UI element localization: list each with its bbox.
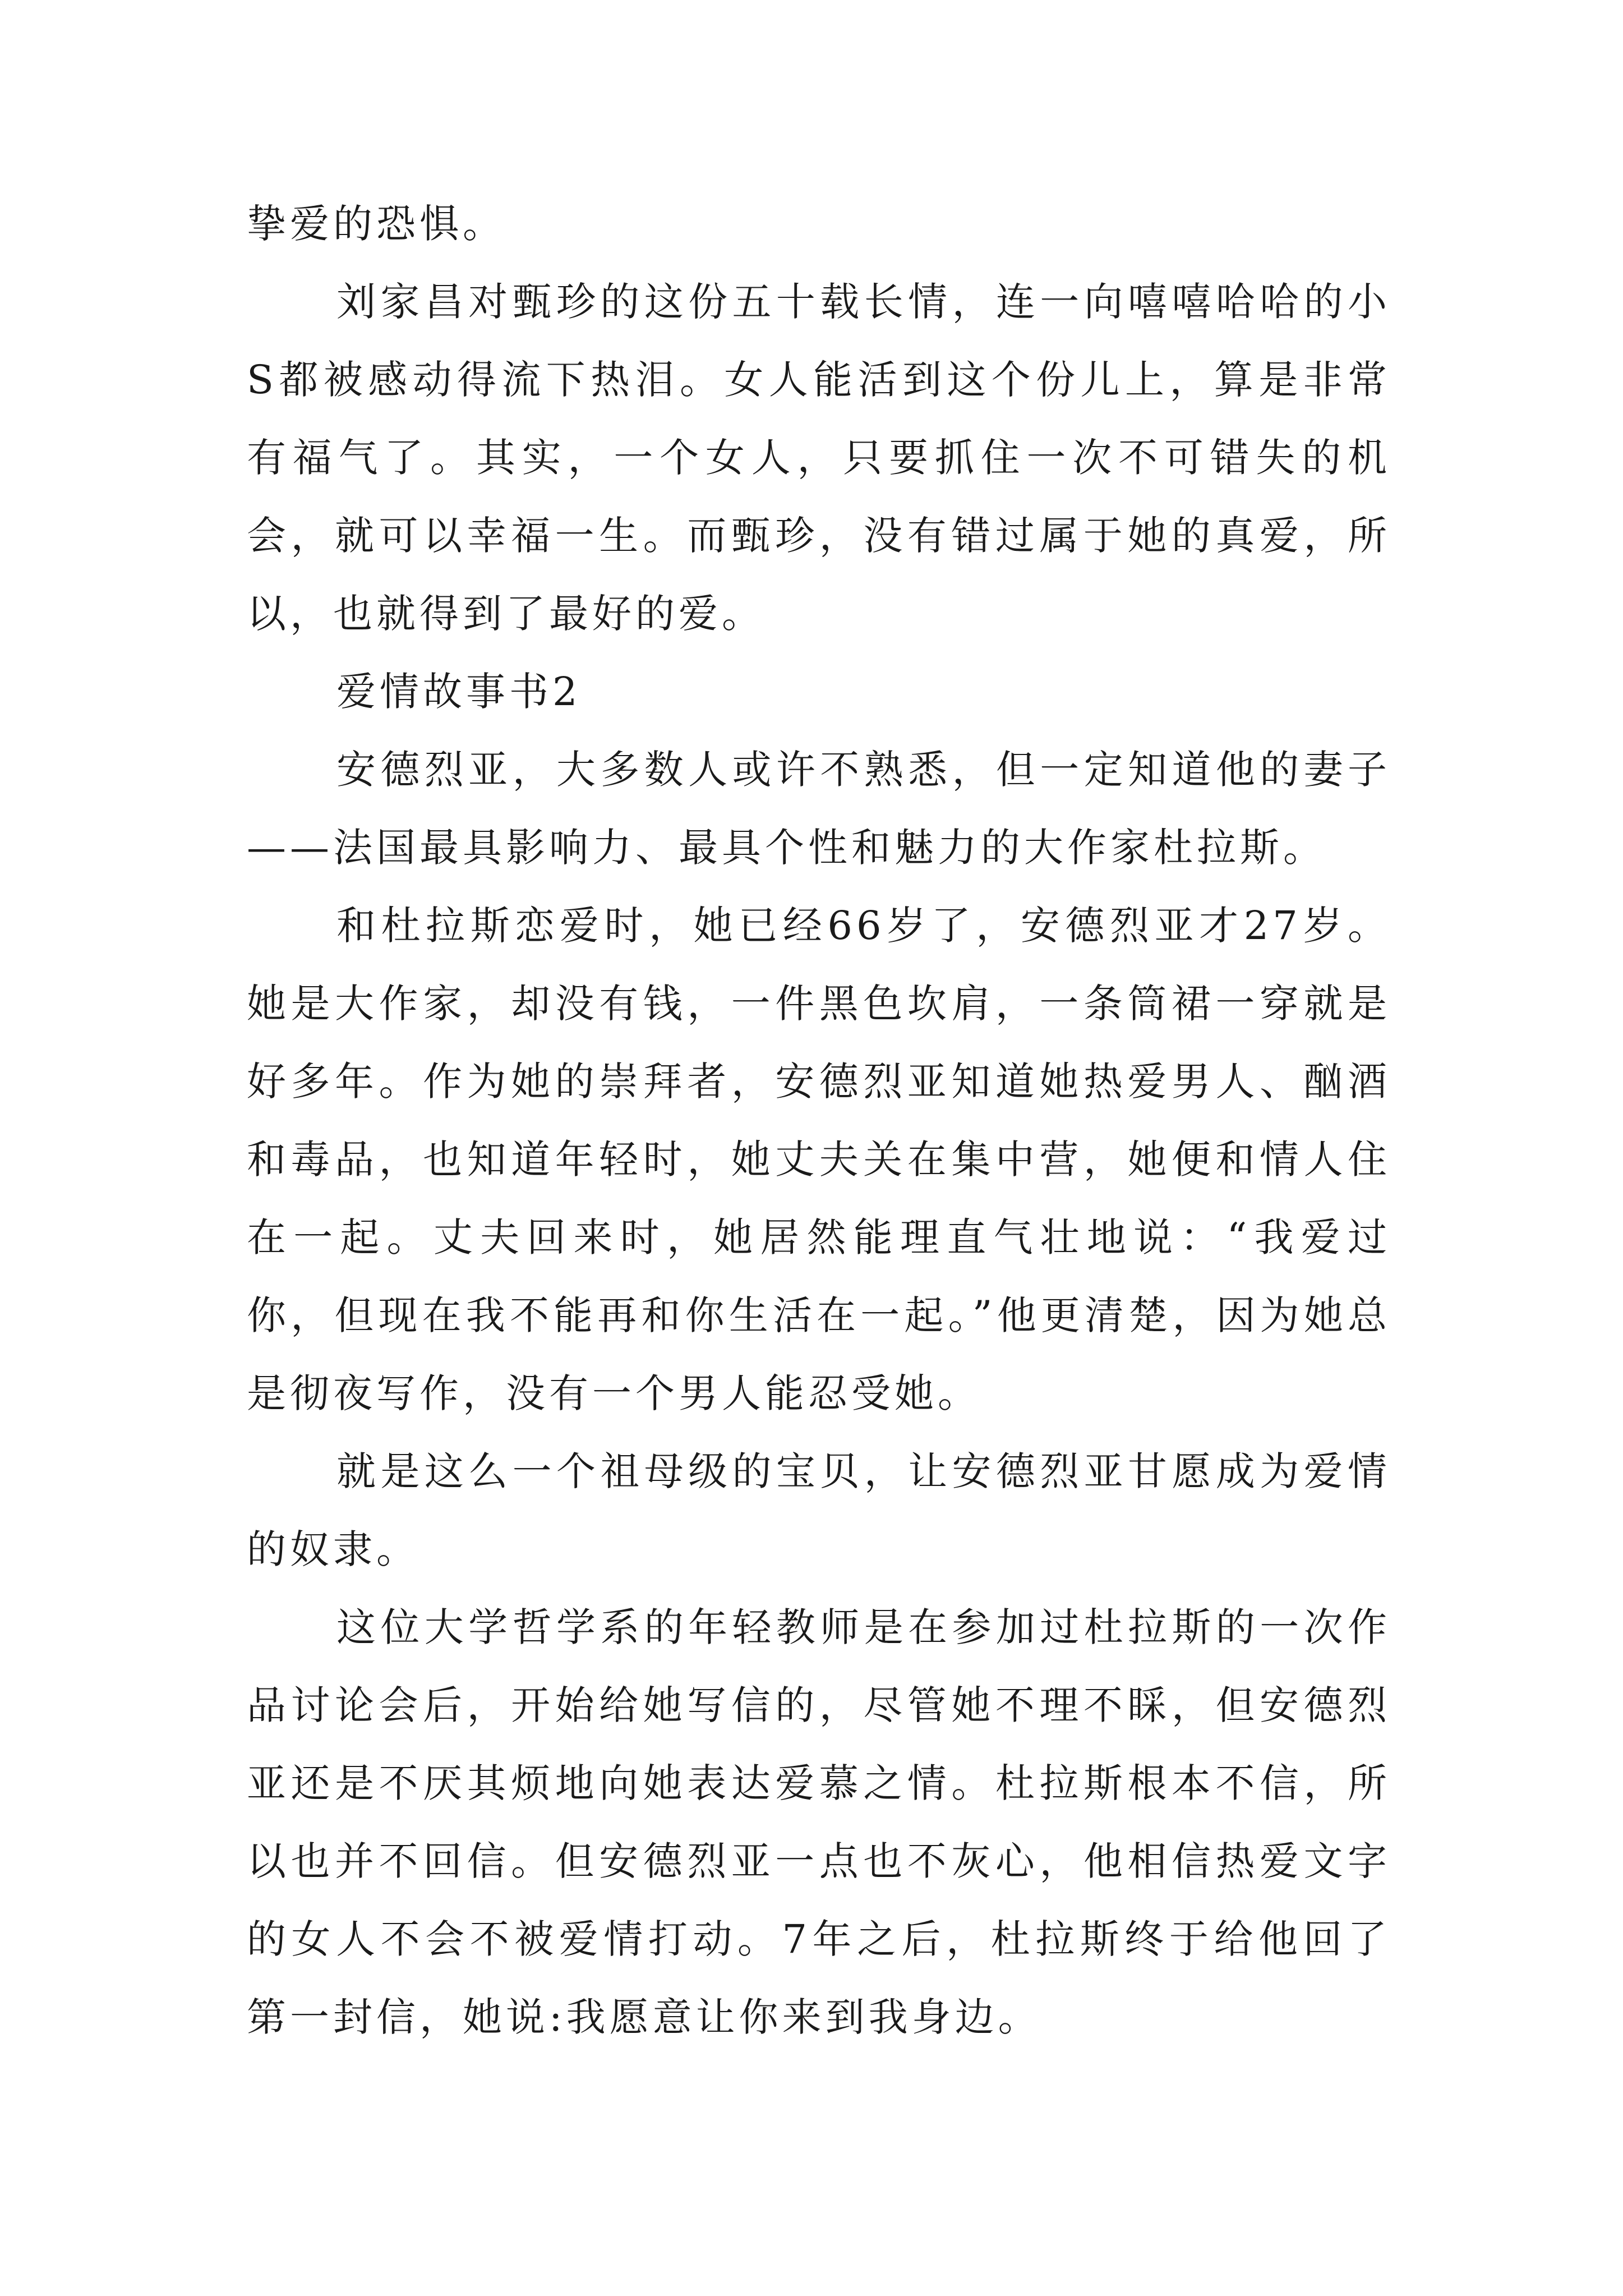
paragraph: 这位大学哲学系的年轻教师是在参加过杜拉斯的一次作品讨论会后，开始给她写信的，尽管她不理不睬，但安德烈亚还是不厌其烦地向她表达爱慕之情。杜拉斯根本不信，所以也并不回信。但安德烈亚一点也不灰心，他相信热爱文字的女人不会不被爱情打动。7年之后，杜拉斯终于给他回了第一封信，她说:我愿意让你来到我身边。 <box>247 1604 1391 2040</box>
paragraph: 刘家昌对甄珍的这份五十载长情，连一向嘻嘻哈哈的小S都被感动得流下热泪。女人能活到这个份儿上，算是非常有福气了。其实，一个女人，只要抓住一次不可错失的机会，就可以幸福一生。而甄珍，没有错过属于她的真爱，所以，也就得到了最好的爱。 <box>247 279 1391 637</box>
document-body <box>247 185 1391 2056</box>
section-heading: 爱情故事书2 <box>336 669 582 715</box>
paragraph: 就是这么一个祖母级的宝贝，让安德烈亚甘愿成为爱情的奴隶。 <box>247 1448 1391 1572</box>
paragraph: 安德烈亚，大多数人或许不熟悉，但一定知道他的妻子——法国最具影响力、最具个性和魅力的大作家杜拉斯。 <box>247 747 1391 871</box>
paragraph-continuation: 挚爱的恐惧。 <box>247 201 506 247</box>
paragraph: 和杜拉斯恋爱时，她已经66岁了，安德烈亚才27岁。她是大作家，却没有钱，一件黑色坎肩，一条筒裙一穿就是好多年。作为她的崇拜者，安德烈亚知道她热爱男人、酗酒和毒品，也知道年轻时，她丈夫关在集中营，她便和情人住在一起。丈夫回来时，她居然能理直气壮地说：“我爱过你，但现在我不能再和你生活在一起。”他更清楚，因为她总是彻夜写作，没有一个男人能忍受她。 <box>247 903 1391 1416</box>
